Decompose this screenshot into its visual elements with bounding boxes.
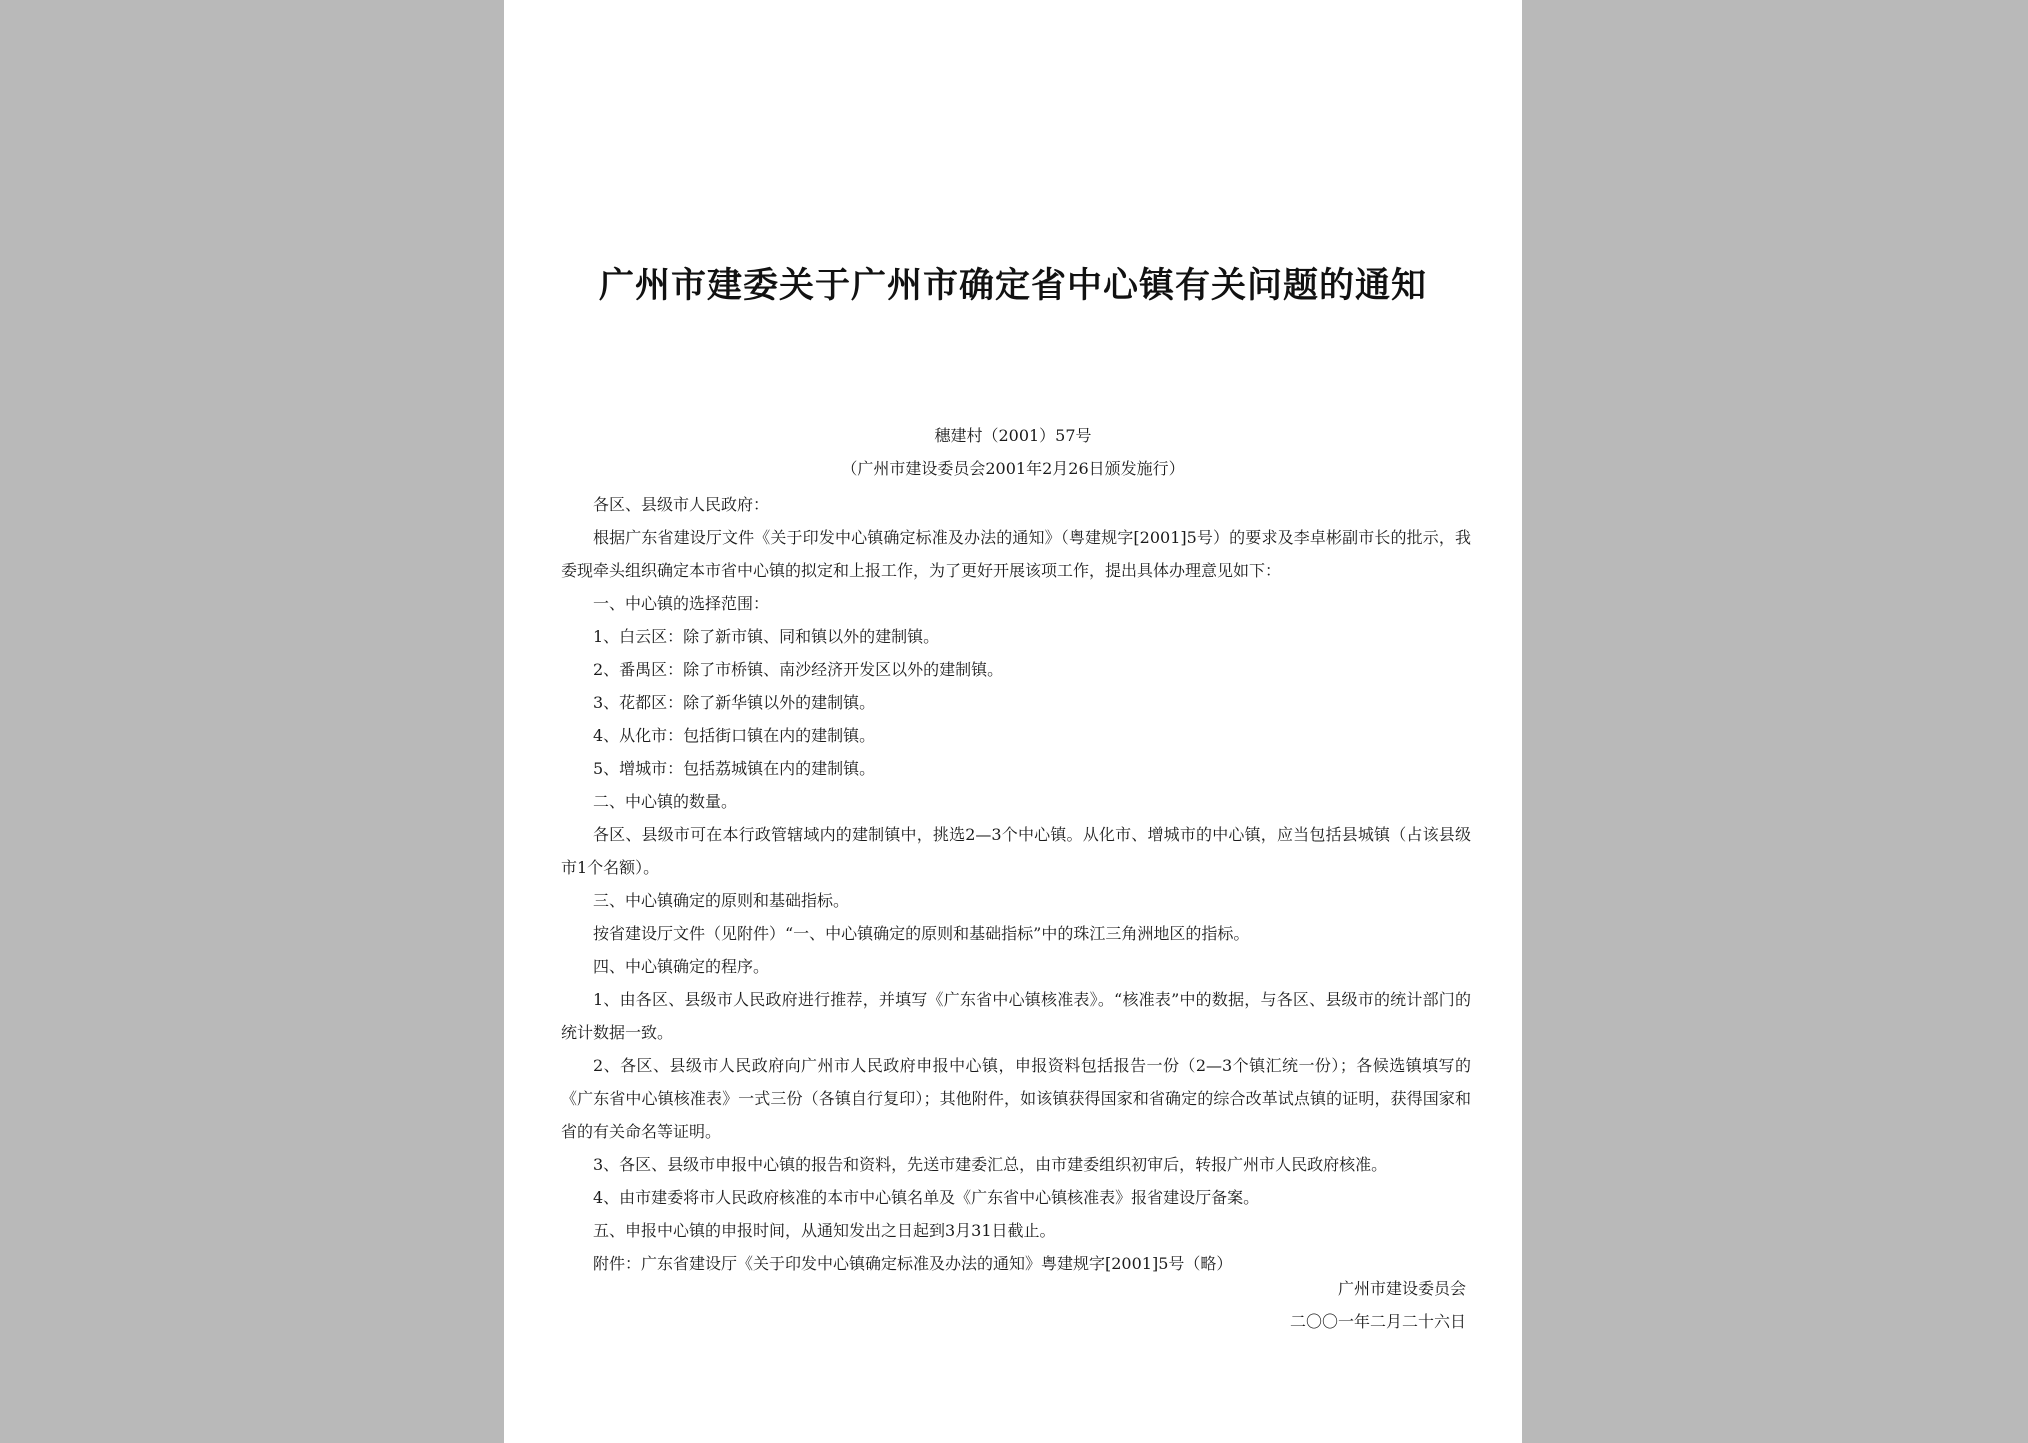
section-heading-2: 二、中心镇的数量。 [593, 792, 738, 811]
document-body [561, 488, 1471, 1280]
document-page [504, 0, 1522, 1443]
list-item: 1、白云区：除了新市镇、同和镇以外的建制镇。 [593, 627, 940, 646]
paragraph: 按省建设厅文件（见附件）“一、中心镇确定的原则和基础指标”中的珠江三角洲地区的指标。 [593, 924, 1250, 943]
section-heading-1: 一、中心镇的选择范围： [593, 594, 770, 613]
section-heading-3: 三、中心镇确定的原则和基础指标。 [593, 891, 850, 910]
signature-date: 二〇〇一年二月二十六日 [1289, 1312, 1466, 1331]
list-item: 1、由各区、县级市人民政府进行推荐，并填写《广东省中心镇核准表》。“核准表”中的数据，与各区、县级市的统计部门的统计数据一致。 [561, 990, 1471, 1042]
list-item: 2、番禺区：除了市桥镇、南沙经济开发区以外的建制镇。 [593, 660, 1004, 679]
list-item: 3、花都区：除了新华镇以外的建制镇。 [593, 693, 876, 712]
paragraph-intro: 根据广东省建设厅文件《关于印发中心镇确定标准及办法的通知》（粤建规字[2001]5号）的要求及李卓彬副市长的批示，我委现牵头组织确定本市省中心镇的拟定和上报工作，为了更好开展该项工作，提出具体办理意见如下： [561, 528, 1471, 580]
paragraph: 各区、县级市可在本行政管辖域内的建制镇中，挑选2—3个中心镇。从化市、增城市的中心镇，应当包括县城镇（占该县级市1个名额）。 [561, 825, 1471, 877]
list-item: 2、各区、县级市人民政府向广州市人民政府申报中心镇，申报资料包括报告一份（2—3个镇汇统一份）；各候选镇填写的《广东省中心镇核准表》一式三份（各镇自行复印）；其他附件，如该镇获得国家和省确定的综合改革试点镇的证明，获得国家和省的有关命名等证明。 [561, 1056, 1471, 1141]
section-heading-4: 四、中心镇确定的程序。 [593, 957, 770, 976]
attachment-note: 附件：广东省建设厅《关于印发中心镇确定标准及办法的通知》粤建规字[2001]5号（略） [593, 1254, 1233, 1273]
salutation: 各区、县级市人民政府： [593, 495, 770, 514]
document-title: 广州市建委关于广州市确定省中心镇有关问题的通知 [598, 265, 1427, 306]
list-item: 3、各区、县级市申报中心镇的报告和资料，先送市建委汇总，由市建委组织初审后，转报广州市人民政府核准。 [593, 1155, 1388, 1174]
issue-note: （广州市建设委员会2001年2月26日颁发施行） [841, 459, 1185, 478]
document-number: 穗建村（2001）57号 [934, 426, 1092, 445]
signature-organization: 广州市建设委员会 [1337, 1279, 1466, 1298]
section-heading-5: 五、申报中心镇的申报时间，从通知发出之日起到3月31日截止。 [593, 1221, 1056, 1240]
list-item: 4、由市建委将市人民政府核准的本市中心镇名单及《广东省中心镇核准表》报省建设厅备案。 [593, 1188, 1260, 1207]
list-item: 4、从化市：包括街口镇在内的建制镇。 [593, 726, 876, 745]
list-item: 5、增城市：包括荔城镇在内的建制镇。 [593, 759, 876, 778]
